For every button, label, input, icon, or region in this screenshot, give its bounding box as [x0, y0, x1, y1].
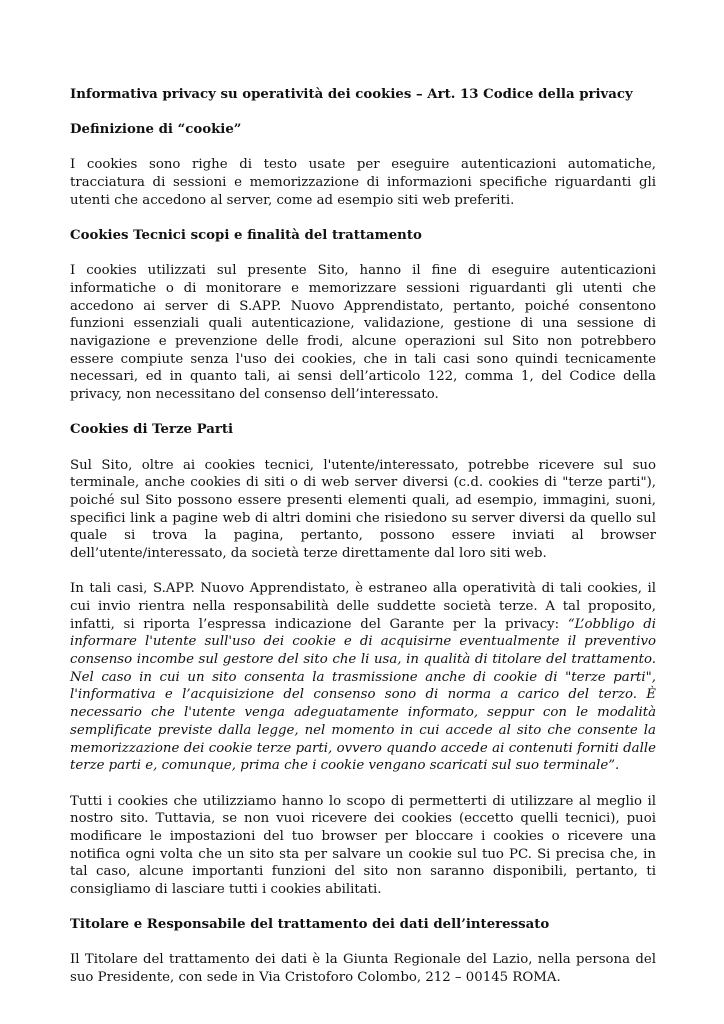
paragraph-data-controller: Il Titolare del trattamento dei dati è la Giunta Regionale del Lazio, nella persona del suo Presidente, con sede in Via Cristoforo Colombo, 212 – 00145 ROMA. — [70, 952, 656, 986]
privacy-document — [70, 86, 656, 1004]
paragraph-third-party-2-intro: In tali casi, S.APP. Nuovo Apprendistato, è estraneo alla operatività di tali cookies, il cui invio rientra nella responsabilità delle suddette società terze. A tal proposito, infatti, si riporta l’espressa indicazione del Garante per la privacy: — [70, 581, 656, 632]
heading-third-party-cookies: Cookies di Terze Parti — [70, 422, 234, 438]
paragraph-third-party-2 — [70, 580, 656, 775]
document-title: Informativa privacy su operatività dei cookies – Art. 13 Codice della privacy — [70, 87, 633, 102]
paragraph-third-party-3: Tutti i cookies che utilizziamo hanno lo scopo di permetterti di utilizzare al meglio il nostro sito. Tuttavia, se non vuoi ricevere dei cookies (eccetto quelli tecnici), puoi modificare le impostazioni del tuo browser per bloccare i cookies o ricevere una notifica ogni volta che un sito sta per salvare un cookie sul tuo PC. Si precisa che, in tal caso, alcune importanti funzioni del sito non saranno disponibili, pertanto, ti consigliamo di lasciare tutti i cookies abilitati. — [70, 793, 656, 898]
heading-technical-cookies: Cookies Tecnici scopi e finalità del trattamento — [70, 228, 422, 244]
paragraph-technical-cookies: I cookies utilizzati sul presente Sito, hanno il fine di eseguire autenticazioni informatiche o di monitorare e memorizzare sessioni riguardanti gli utenti che accedono ai server di S.APP. Nuovo Apprendistato, pertanto, poiché consentono funzioni essenziali quali autenticazione, validazione, gestione di una sessione di navigazione e prevenzione delle frodi, alcune operazioni sul Sito non potrebbero essere compiute senza l'uso dei cookies, che in tali casi sono quindi tecnicamente necessari, ed in quanto tali, ai sensi dell’articolo 122, comma 1, del Codice della privacy, non necessitano del consenso dell’interessato. — [70, 263, 656, 403]
garante-quote: “L’obbligo di informare l'utente sull'uso dei cookie e di acquisirne eventualmente il preventivo consenso incombe sul gestore del sito che li usa, in qualità di titolare del trattamento. Nel caso in cui un sito consenta la trasmissione anche di cookie di "terze parti", l'informativa e l’acquisizione del consenso sono di norma a carico del terzo. È necessario che l'utente venga adeguatamente informato, seppur con le modalità semplificate previste dalla legge, nel momento in cui accede al sito che consente la memorizzazione dei cookie terze parti, ovvero quando accede ai contenuti forniti dalle terze parti e, comunque, prima che i cookie vengano scaricati sul suo terminale”. — [70, 616, 656, 774]
heading-definition: Definizione di “cookie” — [70, 122, 242, 138]
paragraph-third-party-1: Sul Sito, oltre ai cookies tecnici, l'utente/interessato, potrebbe ricevere sul suo terminale, anche cookies di siti o di web server diversi (c.d. cookies di "terze parti"), poiché sul Sito possono essere presenti elementi quali, ad esempio, immagini, suoni, specifici link a pagine web di altri domini che risiedono su server diversi da quello sul quale si trova la pagina, pertanto, possono essere inviati al browser dell’utente/interessato, da società terze direttamente dal loro siti web. — [70, 457, 656, 562]
heading-data-controller: Titolare e Responsabile del trattamento dei dati dell’interessato — [70, 917, 550, 933]
paragraph-definition: I cookies sono righe di testo usate per eseguire autenticazioni automatiche, tracciatura di sessioni e memorizzazione di informazioni specifiche riguardanti gli utenti che accedono al server, come ad esempio siti web preferiti. — [70, 157, 656, 208]
